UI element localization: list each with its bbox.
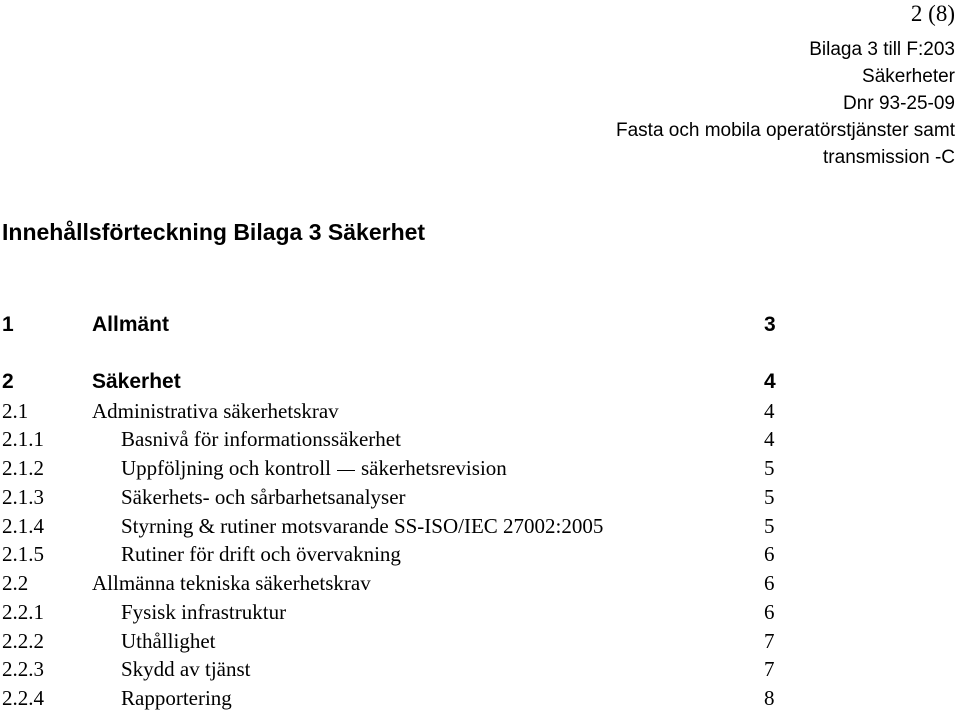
toc-entry-number: 2.2.2 bbox=[2, 629, 44, 653]
toc-entry[interactable] bbox=[0, 453, 960, 483]
toc-entry-page: 7 bbox=[764, 657, 775, 681]
page-number: 2 (8) bbox=[910, 1, 955, 26]
toc-entry-label: Styrning & rutiner motsvarande SS-ISO/IEC 27002:2005 bbox=[121, 514, 604, 538]
toc-entry-number: 2.2.3 bbox=[2, 657, 44, 681]
toc-entry-label: Säkerhet bbox=[92, 370, 181, 393]
toc-entry-label: Rapportering bbox=[121, 686, 232, 710]
toc-entry-label: Fysisk infrastruktur bbox=[121, 600, 287, 624]
toc-entry-label-suffix: säkerhetsrevision bbox=[360, 456, 507, 480]
toc-entry-number: 2.1.1 bbox=[2, 427, 44, 451]
document-header bbox=[616, 36, 955, 171]
toc-entry-number: 2 bbox=[2, 370, 14, 393]
toc-entry-number: 2.1.4 bbox=[2, 514, 44, 538]
toc-entry[interactable] bbox=[0, 310, 960, 340]
toc-entry-page: 5 bbox=[764, 485, 775, 509]
toc-entry-page: 6 bbox=[764, 600, 775, 624]
toc-entry-number: 2.1.5 bbox=[2, 542, 44, 566]
toc-entry-page: 3 bbox=[764, 313, 776, 336]
toc-entry-page: 8 bbox=[764, 686, 775, 710]
toc-entry-page: 7 bbox=[764, 629, 775, 653]
toc-entry[interactable] bbox=[0, 654, 960, 684]
toc-entry-page: 4 bbox=[764, 370, 776, 393]
toc-entry-page: 6 bbox=[764, 571, 775, 595]
toc-entry-page: 4 bbox=[764, 427, 775, 451]
toc-entry-number: 2.2.4 bbox=[2, 686, 44, 710]
toc-entry-label: Allmänna tekniska säkerhetskrav bbox=[92, 571, 371, 595]
toc-entry[interactable] bbox=[0, 626, 960, 656]
dash-separator bbox=[337, 470, 355, 471]
toc-entry-label-group bbox=[121, 453, 507, 483]
toc-entry-number: 2.1.2 bbox=[2, 456, 44, 480]
toc-entry-label: Basnivå för informationssäkerhet bbox=[121, 427, 401, 451]
toc-entry[interactable] bbox=[0, 367, 960, 397]
toc-entry-page: 5 bbox=[764, 456, 775, 480]
toc-entry-label: Uppföljning och kontroll bbox=[121, 456, 331, 480]
toc-entry-number: 2.2.1 bbox=[2, 600, 44, 624]
toc-entry-page: 5 bbox=[764, 514, 775, 538]
toc-entry-label: Administrativa säkerhetskrav bbox=[92, 399, 339, 423]
toc-entry-page: 6 bbox=[764, 542, 775, 566]
toc-entry-label: Skydd av tjänst bbox=[121, 657, 251, 681]
toc-entry[interactable] bbox=[0, 568, 960, 598]
header-line-description-cont: transmission -C bbox=[823, 147, 955, 168]
toc-entry[interactable] bbox=[0, 539, 960, 569]
toc-entry[interactable] bbox=[0, 482, 960, 512]
toc-entry-page: 4 bbox=[764, 399, 775, 423]
toc-entry-label: Uthållighet bbox=[121, 629, 216, 653]
header-line-description: Fasta och mobila operatörstjänster samt bbox=[616, 120, 955, 141]
toc-entry[interactable] bbox=[0, 424, 960, 454]
toc-entry-number: 1 bbox=[2, 313, 14, 336]
toc-entry[interactable] bbox=[0, 597, 960, 627]
toc-entry-label: Allmänt bbox=[92, 313, 170, 336]
toc-entry-label: Rutiner för drift och övervakning bbox=[121, 542, 401, 566]
toc-entry-number: 2.1 bbox=[2, 399, 29, 423]
header-line-subject: Säkerheter bbox=[862, 66, 955, 87]
header-line-reference: Dnr 93-25-09 bbox=[843, 93, 955, 114]
toc-entry[interactable] bbox=[0, 396, 960, 426]
toc-entry[interactable] bbox=[0, 683, 960, 713]
toc-entry[interactable] bbox=[0, 511, 960, 541]
toc-entry-number: 2.2 bbox=[2, 571, 29, 595]
header-line-attachment: Bilaga 3 till F:203 bbox=[809, 39, 955, 60]
toc-entry-number: 2.1.3 bbox=[2, 485, 44, 509]
toc-entry-label: Säkerhets- och sårbarhetsanalyser bbox=[121, 485, 406, 509]
toc-title: Innehållsförteckning Bilaga 3 Säkerhet bbox=[2, 219, 426, 245]
